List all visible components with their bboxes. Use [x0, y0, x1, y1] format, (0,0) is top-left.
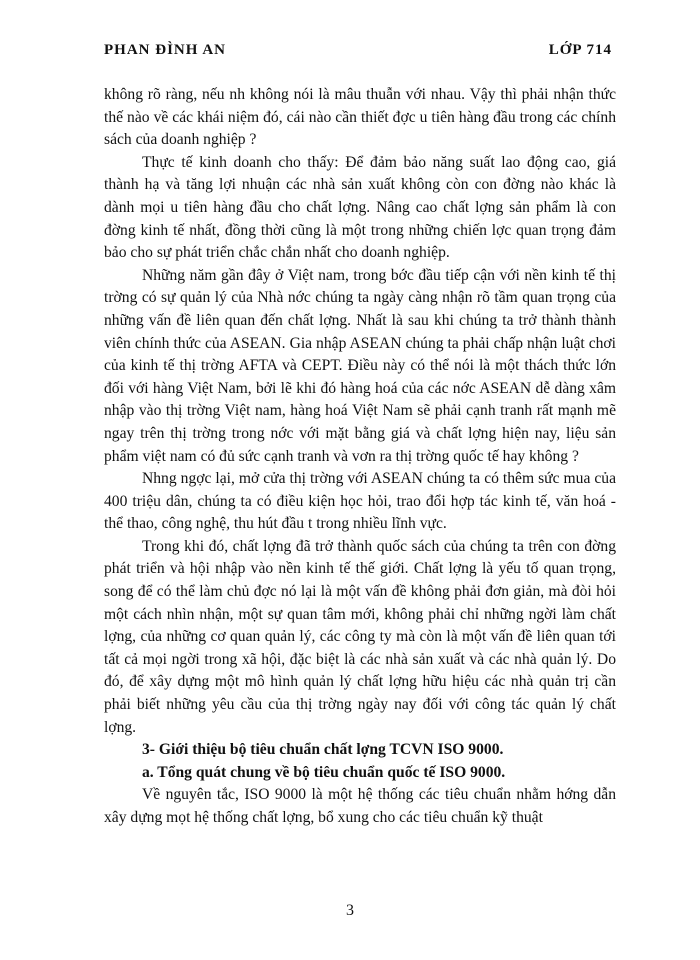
- section-heading: 3- Giới thiệu bộ tiêu chuẩn chất lợng TCVN ISO 9000.: [142, 741, 504, 759]
- paragraph-market-opening: Nhng ngợc lại, mở cửa thị trờng với ASEAN chúng ta có thêm sức mua của 400 triệu dân, chúng ta có điều kiện học hỏi, trao đổi hợp tác kinh tế, văn hoá - thể thao, công nghệ, thu hút đầu t trong nhiều lĩnh vực.: [104, 470, 616, 533]
- paragraph-vietnam-asean: Những năm gần đây ở Việt nam, trong bớc đầu tiếp cận với nền kinh tế thị trờng có sự quản lý của Nhà nớc chúng ta ngày càng nhận rõ tầm quan trọng của những vấn đề liên quan đến chất lợng. Nhất là sau khi chúng ta trở thành thành viên chính thức của ASEAN. Gia nhập ASEAN chúng ta phải chấp nhận luật chơi của kinh tế thị trờng AFTA và CEPT. Điều này có thể nói là một thách thức lớn đối với hàng Việt Nam, bởi lẽ khi đó hàng hoá của các nớc ASEAN dễ dàng xâm nhập vào thị trờng Việt nam, hàng hoá Việt Nam sẽ phải cạnh tranh rất mạnh mẽ ngay trên thị trờng trong nớc với mặt bằng giá và chất lợng hiện nay, liệu sản phẩm việt nam có đủ sức cạnh tranh và vơn ra thị trờng quốc tế hay không ?: [104, 266, 616, 465]
- document-body: [104, 84, 616, 830]
- subsection-heading: a. Tổng quát chung về bộ tiêu chuẩn quốc tế ISO 9000.: [142, 763, 506, 781]
- header-class-label: LỚP 714: [548, 42, 612, 56]
- page-header: [104, 38, 612, 56]
- header-author: PHAN ĐÌNH AN: [104, 42, 227, 56]
- page-number: 3: [346, 902, 354, 919]
- paragraph-continuation: không rõ ràng, nếu nh không nói là mâu thuẫn với nhau. Vậy thì phải nhận thức thế nào về các khái niệm đó, cái nào cần thiết đợc u tiên hàng đầu trong các chính sách của doanh nghiệp ?: [104, 86, 616, 149]
- paragraph-quality-policy: Trong khi đó, chất lợng đã trở thành quốc sách của chúng ta trên con đờng phát triển và hội nhập vào nền kinh tế thế giới. Chất lợng là yếu tố quan trọng, song để có thể làm chủ đợc nó lại là một vấn đề không phải đơn giản, mà đòi hỏi một cách nhìn nhận, một sự quan tâm mới, không phải chỉ những ngời làm chất lợng, của những cơ quan quản lý, các công ty mà còn là một vấn đề liên quan tới tất cả mọi ngời trong xã hội, đặc biệt là các nhà sản xuất và các nhà quản lý. Do đó, để xây dựng một mô hình quản lý chất lợng hữu hiệu các nhà quản trị cần phải biết những yêu cầu của thị trờng ngày nay đối với công tác quản lý chất lợng.: [104, 537, 616, 736]
- paragraph-iso-principle: Về nguyên tắc, ISO 9000 là một hệ thống các tiêu chuẩn nhằm hớng dẫn xây dựng mọt hệ thống chất lợng, bổ xung cho các tiêu chuẩn kỹ thuật: [104, 786, 616, 826]
- paragraph-business-reality: Thực tế kinh doanh cho thấy: Để đảm bảo năng suất lao động cao, giá thành hạ và tăng lợi nhuận các nhà sản xuất không còn con đờng nào khác là dành mọi u tiên hàng đầu cho chất lợng. Nâng cao chất lợng sản phẩm là con đờng kinh tế nhất, đồng thời cũng là một trong những chiến lợc quan trọng đảm bảo cho sự phát triển chắc chắn nhất cho doanh nghiệp.: [104, 153, 616, 262]
